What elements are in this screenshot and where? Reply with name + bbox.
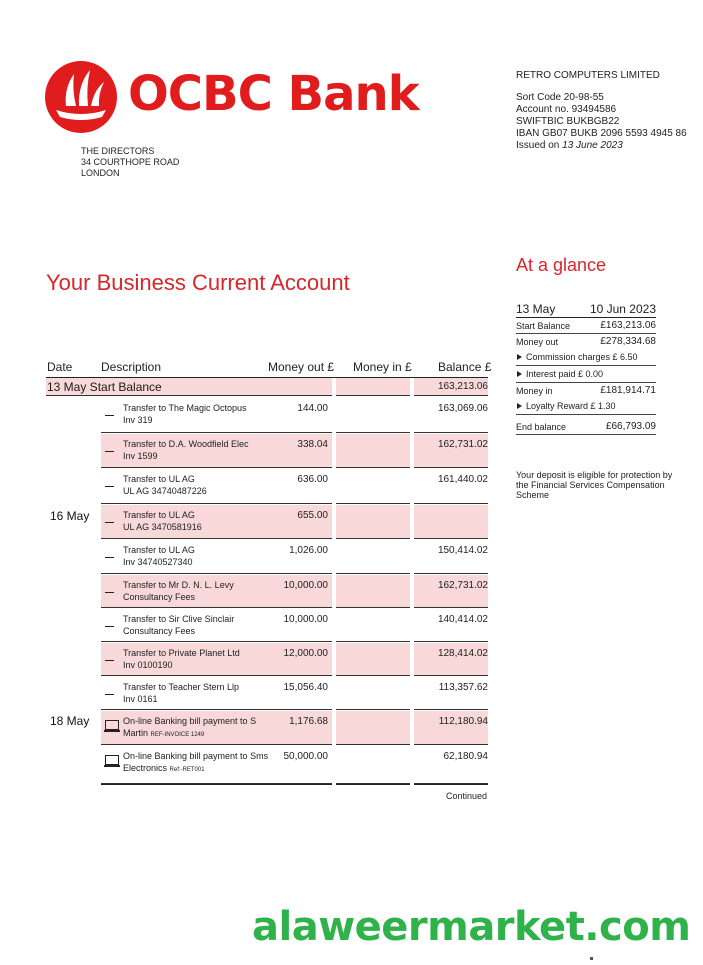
transfer-dash-icon (105, 660, 114, 661)
label: Money in (516, 385, 553, 396)
description-line-2 (123, 591, 234, 603)
row-description (123, 647, 240, 671)
description-line-2-text: Consultancy Fees (123, 592, 196, 602)
description-line-2-text: Electronics (123, 763, 168, 773)
money-in-cell (336, 643, 410, 676)
computer-icon (104, 755, 120, 768)
transfer-dash-icon (105, 451, 114, 452)
description-line-1: Transfer to Private Planet Ltd (123, 648, 240, 658)
glance-money-out (516, 334, 656, 349)
money-out-value: 636.00 (297, 474, 328, 485)
row-description (123, 613, 234, 637)
money-out-value: 144.00 (297, 403, 328, 414)
row-description (123, 579, 234, 603)
swift-code: SWIFTBIC BUKBGB22 (516, 116, 620, 127)
company-name: RETRO COMPUTERS LIMITED (516, 70, 660, 81)
description-line-2 (123, 625, 234, 637)
balance-value: 140,414.02 (437, 614, 488, 625)
account-info (516, 70, 687, 152)
header-balance: Balance £ (438, 360, 492, 374)
money-out-value: 1,026.00 (289, 545, 328, 556)
balance-value: 128,414.02 (437, 648, 488, 659)
description-line-1: Transfer to UL AG (123, 474, 195, 484)
balance-cell (414, 505, 488, 539)
issued-on (516, 140, 687, 152)
start-balance-value: 163,213.06 (437, 381, 488, 392)
description-line-1: Transfer to UL AG (123, 510, 195, 520)
continued-label: Continued (446, 791, 488, 801)
description-line-2 (123, 727, 256, 741)
money-in-cell (336, 746, 410, 784)
glance-interest: Interest paid £ 0.00 (516, 366, 656, 383)
description-line-2 (123, 414, 247, 426)
balance-value: 150,414.02 (437, 545, 488, 556)
computer-icon (104, 720, 120, 733)
description-line-2-text: Inv 34740527340 (123, 557, 193, 567)
money-in-cell (336, 505, 410, 539)
addressee-block (81, 146, 179, 179)
description-line-1: Transfer to D.A. Woodfield Elec (123, 439, 249, 449)
label: Money out (516, 336, 559, 347)
start-balance-in-cell (336, 378, 410, 396)
transfer-dash-icon (105, 415, 114, 416)
date-18-may: 18 May (50, 714, 90, 728)
glance-money-in (516, 383, 656, 398)
header-date: Date (47, 360, 73, 374)
transfer-dash-icon (105, 626, 114, 627)
transfer-dash-icon (105, 486, 114, 487)
table-end-line (101, 784, 332, 785)
description-line-1: Transfer to The Magic Octopus (123, 403, 247, 413)
money-in-cell (336, 398, 410, 433)
row-description (123, 544, 195, 568)
period-end: 10 Jun 2023 (589, 302, 656, 316)
row-description (123, 438, 249, 462)
transfer-dash-icon (105, 592, 114, 593)
money-in-cell (336, 540, 410, 574)
balance-value: 62,180.94 (443, 751, 488, 762)
money-in-cell (336, 609, 410, 642)
glance-summary (516, 302, 656, 435)
balance-value: 113,357.62 (438, 682, 488, 693)
money-in-cell (336, 469, 410, 504)
value: £278,334.68 (600, 336, 656, 347)
page-title: Your Business Current Account (46, 270, 350, 295)
ocbc-logo-icon (44, 60, 118, 134)
reference: Ref:-RET001 (169, 767, 205, 773)
glance-commission: Commission charges £ 6.50 (516, 349, 656, 366)
table-end-line (414, 784, 488, 785)
money-out-value: 50,000.00 (283, 751, 328, 762)
protection-note: Your deposit is eligible for protection by the Financial Services Compensation Scheme (516, 470, 673, 500)
header-description: Description (101, 360, 162, 374)
issued-date: 13 June 2023 (562, 140, 623, 151)
description-line-2 (123, 450, 249, 462)
description-line-1: Transfer to UL AG (123, 545, 195, 555)
row-description (123, 750, 268, 776)
description-line-1: On-line Banking bill payment to S (123, 716, 257, 726)
value: £163,213.06 (600, 320, 656, 331)
label: Start Balance (516, 320, 571, 331)
description-line-1: Transfer to Sir Clive Sinclair (123, 614, 235, 624)
money-out-value: 15,056.40 (283, 682, 328, 693)
value: £181,914.71 (600, 385, 656, 396)
description-line-2 (123, 762, 268, 776)
row-description (123, 715, 256, 741)
description-line-1: Transfer to Mr D. N. L. Levy (123, 580, 234, 590)
money-out-value: 10,000.00 (283, 580, 328, 591)
description-line-1: Transfer to Teacher Stern Llp (123, 682, 240, 692)
description-line-2-text: Inv 319 (123, 415, 153, 425)
account-number: Account no. 93494586 (516, 104, 617, 115)
balance-value: 163,069.06 (437, 403, 488, 414)
description-line-2-text: Inv 0100190 (123, 660, 173, 670)
value: £66,793.09 (605, 421, 656, 432)
row-description (123, 681, 239, 705)
sort-code: Sort Code 20-98-55 (516, 92, 604, 103)
iban: IBAN GB07 BUKB 2096 5593 4945 86 (516, 128, 687, 139)
reference: REF-INVOICE 1249 (150, 732, 205, 738)
header-money-in: Money in £ (353, 360, 412, 374)
description-line-1: On-line Banking bill payment to Sms (123, 751, 269, 761)
issued-label: Issued on (516, 140, 563, 151)
speck (590, 957, 593, 960)
table-end-line (336, 784, 410, 785)
glance-title: At a glance (516, 255, 607, 275)
description-line-2-text: UL AG 34740487226 (123, 486, 207, 496)
description-line-2 (123, 521, 202, 533)
glance-period (516, 302, 656, 318)
description-line-2-text: Inv 1599 (123, 451, 158, 461)
transfer-dash-icon (105, 694, 114, 695)
balance-value: 162,731.02 (437, 439, 488, 450)
glance-loyalty: Loyalty Reward £ 1.30 (516, 398, 656, 415)
row-description (123, 473, 207, 497)
money-out-value: 10,000.00 (283, 614, 328, 625)
label: End balance (516, 421, 567, 432)
description-line-2 (123, 659, 240, 671)
glance-start-balance (516, 318, 656, 334)
header-money-out: Money out £ (268, 360, 335, 374)
description-line-2 (123, 693, 239, 705)
balance-value: 112,180.94 (438, 716, 488, 727)
transfer-dash-icon (105, 557, 114, 558)
balance-value: 162,731.02 (437, 580, 488, 591)
period-start: 13 May (516, 302, 556, 316)
bank-name: OCBC Bank (128, 66, 419, 122)
date-16-may: 16 May (50, 509, 90, 523)
transfer-dash-icon (105, 522, 114, 523)
addressee-line: THE DIRECTORS (81, 146, 155, 156)
description-line-2-text: Consultancy Fees (123, 626, 196, 636)
money-out-value: 1,176.68 (289, 716, 328, 727)
money-out-value: 12,000.00 (283, 648, 328, 659)
start-balance-row: 13 May Start Balance (46, 378, 332, 396)
money-in-cell (336, 434, 410, 468)
money-in-cell (336, 677, 410, 710)
addressee-line: 34 COURTHOPE ROAD (81, 157, 180, 167)
glance-end-balance (516, 419, 656, 435)
description-line-2-text: UL AG 3470581916 (123, 522, 202, 532)
money-out-value: 338.04 (297, 439, 328, 450)
balance-value: 161,440.02 (437, 474, 488, 485)
money-in-cell (336, 711, 410, 745)
row-description (123, 402, 247, 426)
description-line-2 (123, 485, 207, 497)
description-line-2 (123, 556, 195, 568)
money-in-cell (336, 575, 410, 608)
money-out-value: 655.00 (297, 510, 328, 521)
watermark: alaweermarket.com (252, 904, 691, 950)
description-line-2-text: Martin (123, 728, 149, 738)
description-line-2-text: Inv 0161 (123, 694, 158, 704)
addressee-line: LONDON (81, 168, 120, 178)
row-description (123, 509, 202, 533)
